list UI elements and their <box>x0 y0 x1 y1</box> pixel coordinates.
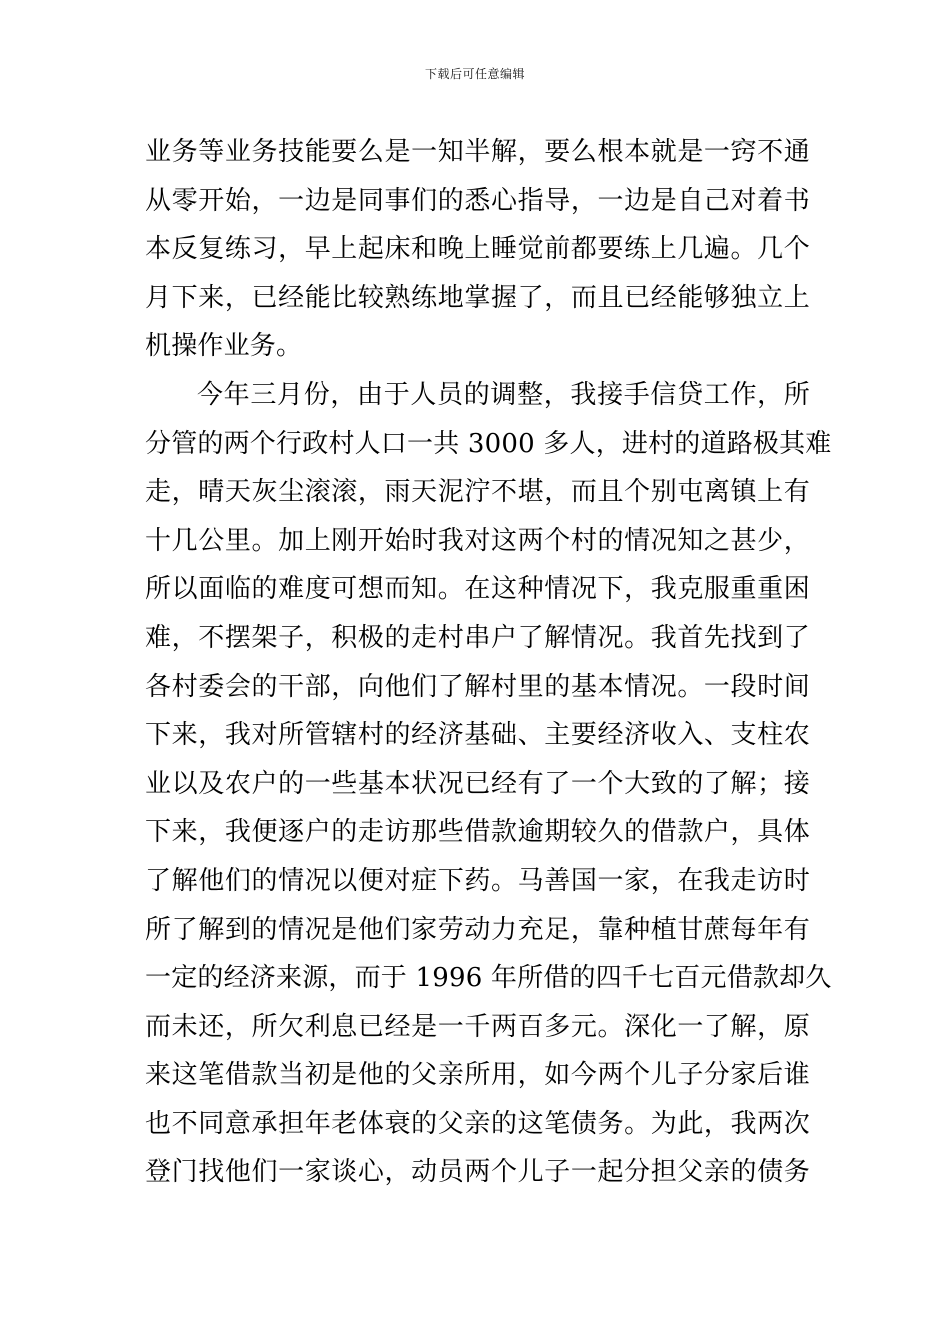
text-line: 一定的经济来源，而于 1996 年所借的四千七百元借款却久 <box>145 963 832 994</box>
text-line: 所了解到的情况是他们家劳动力充足，靠种植甘蔗每年有 <box>145 914 810 945</box>
text-line: 走，晴天灰尘滚滚，雨天泥泞不堪，而且个别屯离镇上有 <box>145 477 810 508</box>
text-line: 登门找他们一家谈心，动员两个儿子一起分担父亲的债务 <box>145 1157 810 1188</box>
text-line: 难，不摆架子，积极的走村串户了解情况。我首先找到了 <box>145 622 810 653</box>
text-line: 分管的两个行政村人口一共 3000 多人，进村的道路极其难 <box>145 428 832 459</box>
text-line: 各村委会的干部，向他们了解村里的基本情况。一段时间 <box>145 671 810 702</box>
text-line: 下来，我便逐户的走访那些借款逾期较久的借款户，具体 <box>145 817 810 848</box>
text-line: 而未还，所欠利息已经是一千两百多元。深化一了解，原 <box>145 1011 810 1042</box>
text-line: 本反复练习，早上起床和晚上睡觉前都要练上几遍。几个 <box>145 234 810 265</box>
text-line: 十几公里。加上刚开始时我对这两个村的情况知之甚少， <box>145 525 810 556</box>
text-line: 下来，我对所管辖村的经济基础、主要经济收入、支柱农 <box>145 720 810 751</box>
body-text <box>145 128 832 1197</box>
text-line: 业以及农户的一些基本状况已经有了一个大致的了解；接 <box>145 768 810 799</box>
text-line: 月下来，已经能比较熟练地掌握了，而且已经能够独立上 <box>145 282 810 313</box>
text-line: 机操作业务。 <box>145 331 303 362</box>
text-line: 所以面临的难度可想而知。在这种情况下，我克服重重困 <box>145 574 810 605</box>
text-line: 业务等业务技能要么是一知半解，要么根本就是一窍不通 <box>145 137 810 167</box>
text-line: 今年三月份，由于人员的调整，我接手信贷工作，所 <box>197 379 810 410</box>
text-line: 也不同意承担年老体衰的父亲的这笔债务。为此，我两次 <box>145 1108 810 1139</box>
page-header: 下载后可任意编辑 <box>424 67 525 81</box>
text-line: 来这笔借款当初是他的父亲所用，如今两个儿子分家后谁 <box>145 1060 810 1091</box>
text-line: 了解他们的情况以便对症下药。马善国一家，在我走访时 <box>145 865 810 896</box>
text-line: 从零开始，一边是同事们的悉心指导，一边是自己对着书 <box>145 185 810 216</box>
